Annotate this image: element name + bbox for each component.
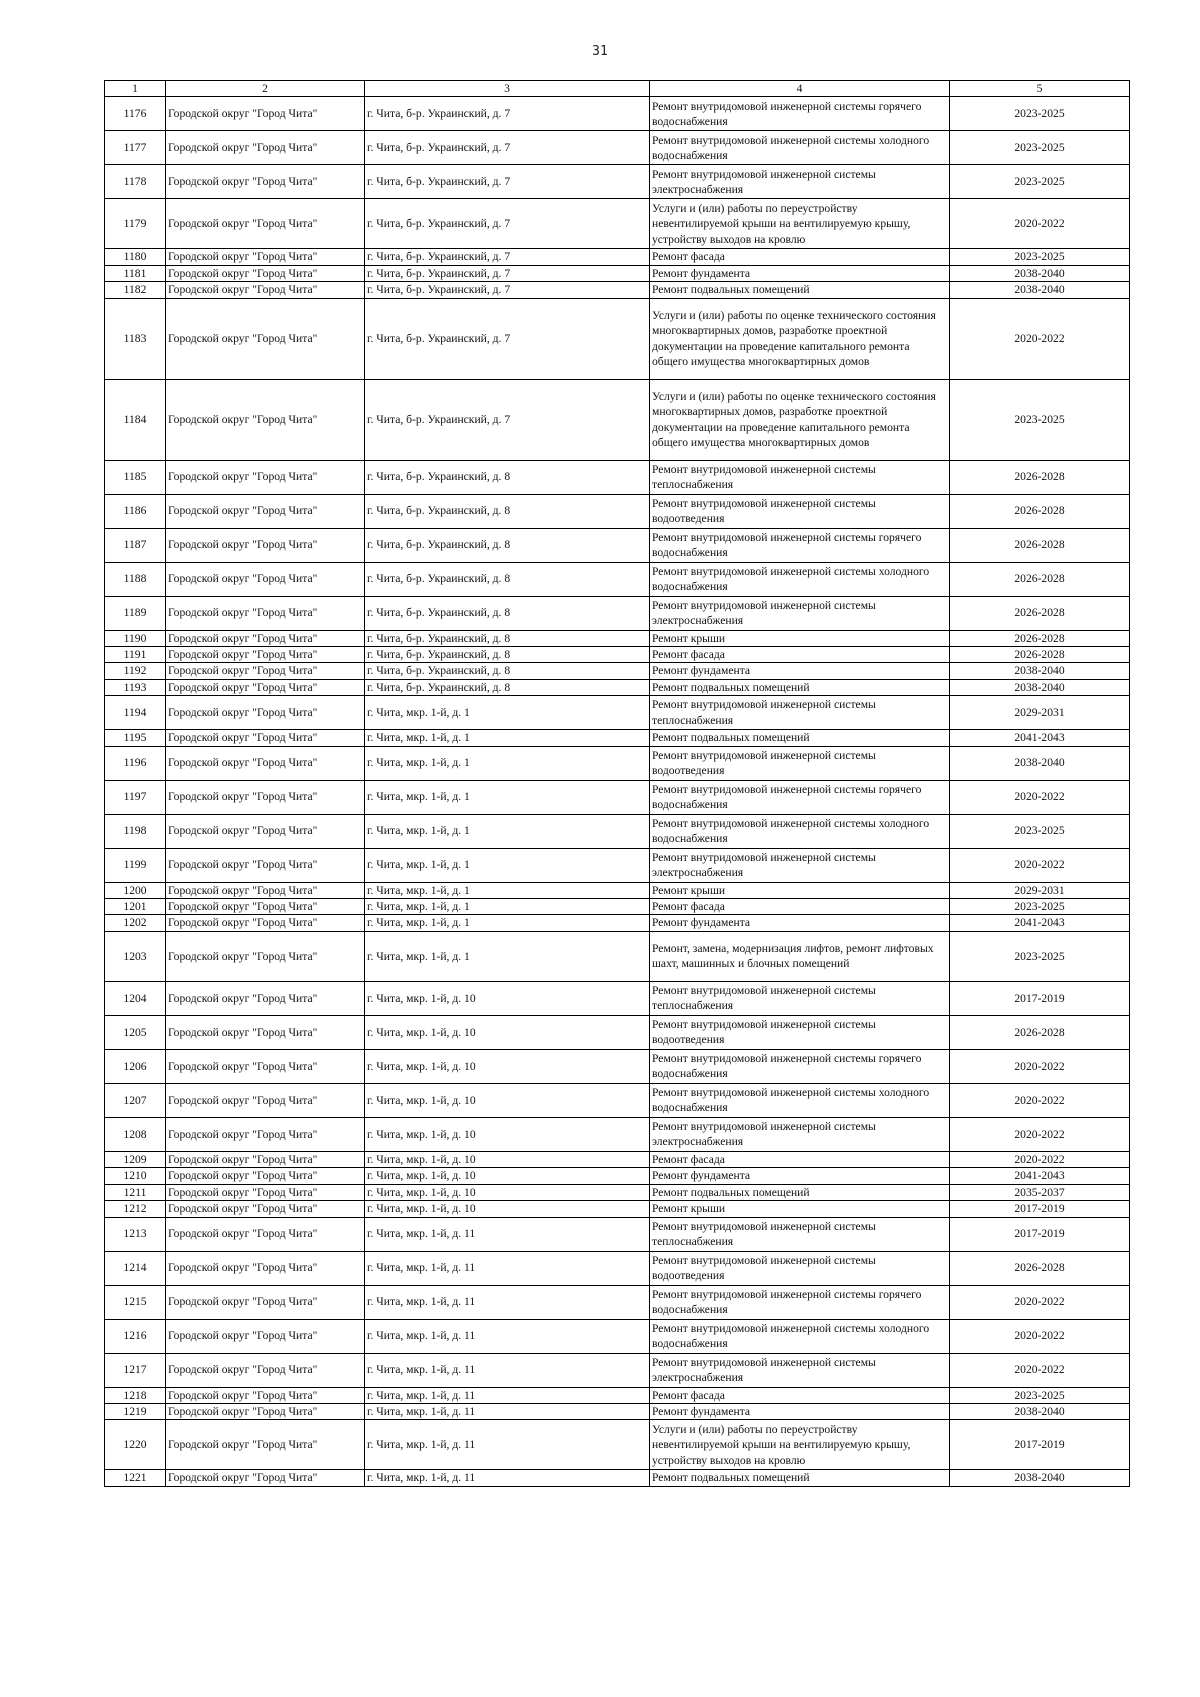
row-number-cell: 1184 xyxy=(105,379,166,460)
period-cell: 2026-2028 xyxy=(950,460,1130,494)
table-row xyxy=(105,1168,1130,1184)
period-cell: 2020-2022 xyxy=(950,848,1130,882)
period-cell: 2038-2040 xyxy=(950,663,1130,679)
municipality-cell: Городской округ "Город Чита" xyxy=(166,1083,365,1117)
table-row xyxy=(105,663,1130,679)
work-type-cell: Ремонт внутридомовой инженерной системы холодного водоснабжения xyxy=(650,562,950,596)
work-type-cell: Ремонт внутридомовой инженерной системы холодного водоснабжения xyxy=(650,1083,950,1117)
table-row xyxy=(105,199,1130,249)
row-number-cell: 1188 xyxy=(105,562,166,596)
row-number-cell: 1191 xyxy=(105,647,166,663)
table-row xyxy=(105,165,1130,199)
capital-repair-table xyxy=(104,80,1130,1487)
row-number-cell: 1193 xyxy=(105,679,166,695)
table-row xyxy=(105,460,1130,494)
table-row xyxy=(105,882,1130,898)
row-number-cell: 1183 xyxy=(105,298,166,379)
work-type-cell: Ремонт внутридомовой инженерной системы горячего водоснабжения xyxy=(650,528,950,562)
work-type-cell: Ремонт внутридомовой инженерной системы холодного водоснабжения xyxy=(650,1319,950,1353)
municipality-cell: Городской округ "Город Чита" xyxy=(166,265,365,281)
period-cell: 2023-2025 xyxy=(950,97,1130,131)
row-number-cell: 1180 xyxy=(105,249,166,265)
address-cell: г. Чита, б-р. Украинский, д. 7 xyxy=(365,265,650,281)
work-type-cell: Ремонт внутридомовой инженерной системы электроснабжения xyxy=(650,596,950,630)
row-number-cell: 1207 xyxy=(105,1083,166,1117)
table-row xyxy=(105,915,1130,931)
table-row xyxy=(105,814,1130,848)
address-cell: г. Чита, мкр. 1-й, д. 11 xyxy=(365,1470,650,1486)
column-header-2: 2 xyxy=(166,81,365,97)
municipality-cell: Городской округ "Город Чита" xyxy=(166,780,365,814)
municipality-cell: Городской округ "Город Чита" xyxy=(166,131,365,165)
period-cell: 2026-2028 xyxy=(950,1015,1130,1049)
work-type-cell: Услуги и (или) работы по оценке технического состояния многоквартирных домов, разработке проектной документации на проведение капитального ремонта общего имущества многоквартирных домов xyxy=(650,298,950,379)
row-number-cell: 1182 xyxy=(105,282,166,298)
work-type-cell: Ремонт внутридомовой инженерной системы горячего водоснабжения xyxy=(650,1049,950,1083)
table-row xyxy=(105,931,1130,981)
period-cell: 2017-2019 xyxy=(950,1217,1130,1251)
municipality-cell: Городской округ "Город Чита" xyxy=(166,1168,365,1184)
work-type-cell: Ремонт фасада xyxy=(650,249,950,265)
table-row xyxy=(105,596,1130,630)
period-cell: 2020-2022 xyxy=(950,1083,1130,1117)
row-number-cell: 1221 xyxy=(105,1470,166,1486)
municipality-cell: Городской округ "Город Чита" xyxy=(166,249,365,265)
municipality-cell: Городской округ "Город Чита" xyxy=(166,882,365,898)
table-row xyxy=(105,1217,1130,1251)
address-cell: г. Чита, мкр. 1-й, д. 10 xyxy=(365,1168,650,1184)
address-cell: г. Чита, б-р. Украинский, д. 8 xyxy=(365,562,650,596)
address-cell: г. Чита, мкр. 1-й, д. 1 xyxy=(365,915,650,931)
table-row xyxy=(105,746,1130,780)
period-cell: 2023-2025 xyxy=(950,814,1130,848)
table-row xyxy=(105,562,1130,596)
table-row xyxy=(105,696,1130,730)
municipality-cell: Городской округ "Город Чита" xyxy=(166,1403,365,1419)
table-row xyxy=(105,981,1130,1015)
municipality-cell: Городской округ "Город Чита" xyxy=(166,931,365,981)
municipality-cell: Городской округ "Город Чита" xyxy=(166,981,365,1015)
work-type-cell: Ремонт внутридомовой инженерной системы водоотведения xyxy=(650,746,950,780)
table-row xyxy=(105,630,1130,646)
period-cell: 2038-2040 xyxy=(950,265,1130,281)
work-type-cell: Ремонт внутридомовой инженерной системы теплоснабжения xyxy=(650,460,950,494)
work-type-cell: Ремонт внутридомовой инженерной системы горячего водоснабжения xyxy=(650,1285,950,1319)
address-cell: г. Чита, мкр. 1-й, д. 11 xyxy=(365,1285,650,1319)
period-cell: 2023-2025 xyxy=(950,249,1130,265)
row-number-cell: 1212 xyxy=(105,1201,166,1217)
work-type-cell: Ремонт внутридомовой инженерной системы водоотведения xyxy=(650,1251,950,1285)
period-cell: 2026-2028 xyxy=(950,494,1130,528)
municipality-cell: Городской округ "Город Чита" xyxy=(166,730,365,746)
row-number-cell: 1187 xyxy=(105,528,166,562)
municipality-cell: Городской округ "Город Чита" xyxy=(166,663,365,679)
work-type-cell: Ремонт внутридомовой инженерной системы электроснабжения xyxy=(650,1117,950,1151)
period-cell: 2020-2022 xyxy=(950,780,1130,814)
address-cell: г. Чита, б-р. Украинский, д. 8 xyxy=(365,679,650,695)
address-cell: г. Чита, мкр. 1-й, д. 10 xyxy=(365,1117,650,1151)
period-cell: 2026-2028 xyxy=(950,528,1130,562)
work-type-cell: Услуги и (или) работы по переустройству невентилируемой крыши на вентилируемую крышу, устройству выходов на кровлю xyxy=(650,1420,950,1470)
row-number-cell: 1200 xyxy=(105,882,166,898)
work-type-cell: Ремонт внутридомовой инженерной системы электроснабжения xyxy=(650,1353,950,1387)
municipality-cell: Городской округ "Город Чита" xyxy=(166,298,365,379)
row-number-cell: 1204 xyxy=(105,981,166,1015)
period-cell: 2023-2025 xyxy=(950,931,1130,981)
table-row xyxy=(105,1387,1130,1403)
row-number-cell: 1179 xyxy=(105,199,166,249)
address-cell: г. Чита, мкр. 1-й, д. 10 xyxy=(365,1201,650,1217)
table-body xyxy=(105,97,1130,1486)
table-row xyxy=(105,265,1130,281)
column-number-row xyxy=(105,81,1130,97)
table-row xyxy=(105,131,1130,165)
address-cell: г. Чита, мкр. 1-й, д. 11 xyxy=(365,1403,650,1419)
municipality-cell: Городской округ "Город Чита" xyxy=(166,199,365,249)
row-number-cell: 1177 xyxy=(105,131,166,165)
municipality-cell: Городской округ "Город Чита" xyxy=(166,379,365,460)
period-cell: 2023-2025 xyxy=(950,131,1130,165)
table-row xyxy=(105,1201,1130,1217)
row-number-cell: 1211 xyxy=(105,1184,166,1200)
table-row xyxy=(105,1251,1130,1285)
work-type-cell: Ремонт крыши xyxy=(650,630,950,646)
table-row xyxy=(105,1420,1130,1470)
row-number-cell: 1186 xyxy=(105,494,166,528)
row-number-cell: 1219 xyxy=(105,1403,166,1419)
municipality-cell: Городской округ "Город Чита" xyxy=(166,814,365,848)
period-cell: 2038-2040 xyxy=(950,746,1130,780)
address-cell: г. Чита, б-р. Украинский, д. 8 xyxy=(365,596,650,630)
table-row xyxy=(105,848,1130,882)
municipality-cell: Городской округ "Город Чита" xyxy=(166,679,365,695)
row-number-cell: 1214 xyxy=(105,1251,166,1285)
table-row xyxy=(105,899,1130,915)
address-cell: г. Чита, б-р. Украинский, д. 7 xyxy=(365,199,650,249)
address-cell: г. Чита, мкр. 1-й, д. 10 xyxy=(365,1184,650,1200)
column-header-5: 5 xyxy=(950,81,1130,97)
address-cell: г. Чита, мкр. 1-й, д. 10 xyxy=(365,1015,650,1049)
period-cell: 2038-2040 xyxy=(950,282,1130,298)
work-type-cell: Ремонт подвальных помещений xyxy=(650,679,950,695)
row-number-cell: 1215 xyxy=(105,1285,166,1319)
address-cell: г. Чита, б-р. Украинский, д. 7 xyxy=(365,97,650,131)
table-row xyxy=(105,1049,1130,1083)
municipality-cell: Городской округ "Город Чита" xyxy=(166,899,365,915)
period-cell: 2023-2025 xyxy=(950,165,1130,199)
row-number-cell: 1209 xyxy=(105,1151,166,1167)
address-cell: г. Чита, мкр. 1-й, д. 1 xyxy=(365,899,650,915)
address-cell: г. Чита, мкр. 1-й, д. 11 xyxy=(365,1353,650,1387)
row-number-cell: 1189 xyxy=(105,596,166,630)
period-cell: 2020-2022 xyxy=(950,1285,1130,1319)
period-cell: 2020-2022 xyxy=(950,1353,1130,1387)
address-cell: г. Чита, б-р. Украинский, д. 8 xyxy=(365,494,650,528)
address-cell: г. Чита, б-р. Украинский, д. 7 xyxy=(365,131,650,165)
work-type-cell: Ремонт внутридомовой инженерной системы холодного водоснабжения xyxy=(650,814,950,848)
address-cell: г. Чита, мкр. 1-й, д. 1 xyxy=(365,931,650,981)
address-cell: г. Чита, мкр. 1-й, д. 11 xyxy=(365,1420,650,1470)
table-row xyxy=(105,647,1130,663)
address-cell: г. Чита, мкр. 1-й, д. 1 xyxy=(365,814,650,848)
municipality-cell: Городской округ "Город Чита" xyxy=(166,1319,365,1353)
table-row xyxy=(105,780,1130,814)
period-cell: 2026-2028 xyxy=(950,647,1130,663)
period-cell: 2041-2043 xyxy=(950,730,1130,746)
address-cell: г. Чита, мкр. 1-й, д. 11 xyxy=(365,1387,650,1403)
work-type-cell: Ремонт внутридомовой инженерной системы теплоснабжения xyxy=(650,1217,950,1251)
table-row xyxy=(105,1184,1130,1200)
address-cell: г. Чита, мкр. 1-й, д. 10 xyxy=(365,1049,650,1083)
period-cell: 2038-2040 xyxy=(950,679,1130,695)
work-type-cell: Услуги и (или) работы по оценке технического состояния многоквартирных домов, разработке проектной документации на проведение капитального ремонта общего имущества многоквартирных домов xyxy=(650,379,950,460)
period-cell: 2023-2025 xyxy=(950,899,1130,915)
period-cell: 2020-2022 xyxy=(950,1117,1130,1151)
period-cell: 2023-2025 xyxy=(950,1387,1130,1403)
work-type-cell: Ремонт подвальных помещений xyxy=(650,1184,950,1200)
work-type-cell: Ремонт внутридомовой инженерной системы теплоснабжения xyxy=(650,981,950,1015)
period-cell: 2023-2025 xyxy=(950,379,1130,460)
row-number-cell: 1213 xyxy=(105,1217,166,1251)
table-row xyxy=(105,1319,1130,1353)
row-number-cell: 1190 xyxy=(105,630,166,646)
address-cell: г. Чита, б-р. Украинский, д. 7 xyxy=(365,249,650,265)
work-type-cell: Ремонт внутридомовой инженерной системы водоотведения xyxy=(650,494,950,528)
municipality-cell: Городской округ "Город Чита" xyxy=(166,1201,365,1217)
table-row xyxy=(105,1403,1130,1419)
work-type-cell: Ремонт внутридомовой инженерной системы водоотведения xyxy=(650,1015,950,1049)
table-row xyxy=(105,1083,1130,1117)
column-header-1: 1 xyxy=(105,81,166,97)
period-cell: 2020-2022 xyxy=(950,1049,1130,1083)
municipality-cell: Городской округ "Город Чита" xyxy=(166,1217,365,1251)
municipality-cell: Городской округ "Город Чита" xyxy=(166,97,365,131)
work-type-cell: Ремонт внутридомовой инженерной системы теплоснабжения xyxy=(650,696,950,730)
work-type-cell: Ремонт внутридомовой инженерной системы электроснабжения xyxy=(650,848,950,882)
period-cell: 2026-2028 xyxy=(950,630,1130,646)
row-number-cell: 1201 xyxy=(105,899,166,915)
address-cell: г. Чита, мкр. 1-й, д. 1 xyxy=(365,730,650,746)
municipality-cell: Городской округ "Город Чита" xyxy=(166,746,365,780)
period-cell: 2017-2019 xyxy=(950,1201,1130,1217)
period-cell: 2020-2022 xyxy=(950,1151,1130,1167)
work-type-cell: Ремонт фундамента xyxy=(650,265,950,281)
row-number-cell: 1194 xyxy=(105,696,166,730)
row-number-cell: 1185 xyxy=(105,460,166,494)
address-cell: г. Чита, б-р. Украинский, д. 7 xyxy=(365,282,650,298)
municipality-cell: Городской округ "Город Чита" xyxy=(166,1049,365,1083)
row-number-cell: 1178 xyxy=(105,165,166,199)
address-cell: г. Чита, мкр. 1-й, д. 1 xyxy=(365,882,650,898)
row-number-cell: 1220 xyxy=(105,1420,166,1470)
period-cell: 2029-2031 xyxy=(950,696,1130,730)
table-row xyxy=(105,730,1130,746)
municipality-cell: Городской округ "Город Чита" xyxy=(166,494,365,528)
row-number-cell: 1198 xyxy=(105,814,166,848)
row-number-cell: 1205 xyxy=(105,1015,166,1049)
municipality-cell: Городской округ "Город Чита" xyxy=(166,915,365,931)
period-cell: 2020-2022 xyxy=(950,199,1130,249)
period-cell: 2026-2028 xyxy=(950,1251,1130,1285)
period-cell: 2026-2028 xyxy=(950,562,1130,596)
municipality-cell: Городской округ "Город Чита" xyxy=(166,1251,365,1285)
table-row xyxy=(105,1285,1130,1319)
row-number-cell: 1181 xyxy=(105,265,166,281)
municipality-cell: Городской округ "Город Чита" xyxy=(166,696,365,730)
address-cell: г. Чита, мкр. 1-й, д. 1 xyxy=(365,848,650,882)
period-cell: 2038-2040 xyxy=(950,1470,1130,1486)
work-type-cell: Ремонт внутридомовой инженерной системы горячего водоснабжения xyxy=(650,780,950,814)
municipality-cell: Городской округ "Город Чита" xyxy=(166,528,365,562)
row-number-cell: 1216 xyxy=(105,1319,166,1353)
period-cell: 2017-2019 xyxy=(950,981,1130,1015)
column-header-4: 4 xyxy=(650,81,950,97)
table-row xyxy=(105,1353,1130,1387)
address-cell: г. Чита, мкр. 1-й, д. 11 xyxy=(365,1251,650,1285)
work-type-cell: Услуги и (или) работы по переустройству невентилируемой крыши на вентилируемую крышу, устройству выходов на кровлю xyxy=(650,199,950,249)
work-type-cell: Ремонт фасада xyxy=(650,1151,950,1167)
period-cell: 2038-2040 xyxy=(950,1403,1130,1419)
table-row xyxy=(105,249,1130,265)
address-cell: г. Чита, б-р. Украинский, д. 7 xyxy=(365,165,650,199)
municipality-cell: Городской округ "Город Чита" xyxy=(166,282,365,298)
municipality-cell: Городской округ "Город Чита" xyxy=(166,165,365,199)
municipality-cell: Городской округ "Город Чита" xyxy=(166,596,365,630)
table-row xyxy=(105,298,1130,379)
column-header-3: 3 xyxy=(365,81,650,97)
row-number-cell: 1176 xyxy=(105,97,166,131)
work-type-cell: Ремонт внутридомовой инженерной системы горячего водоснабжения xyxy=(650,97,950,131)
table-row xyxy=(105,1015,1130,1049)
address-cell: г. Чита, б-р. Украинский, д. 7 xyxy=(365,298,650,379)
municipality-cell: Городской округ "Город Чита" xyxy=(166,1015,365,1049)
address-cell: г. Чита, мкр. 1-й, д. 10 xyxy=(365,981,650,1015)
row-number-cell: 1217 xyxy=(105,1353,166,1387)
row-number-cell: 1199 xyxy=(105,848,166,882)
address-cell: г. Чита, б-р. Украинский, д. 8 xyxy=(365,630,650,646)
municipality-cell: Городской округ "Город Чита" xyxy=(166,1420,365,1470)
table-row xyxy=(105,494,1130,528)
row-number-cell: 1210 xyxy=(105,1168,166,1184)
address-cell: г. Чита, мкр. 1-й, д. 1 xyxy=(365,696,650,730)
municipality-cell: Городской округ "Город Чита" xyxy=(166,1285,365,1319)
work-type-cell: Ремонт фундамента xyxy=(650,1168,950,1184)
municipality-cell: Городской округ "Город Чита" xyxy=(166,1353,365,1387)
municipality-cell: Городской округ "Город Чита" xyxy=(166,460,365,494)
municipality-cell: Городской округ "Город Чита" xyxy=(166,1184,365,1200)
period-cell: 2017-2019 xyxy=(950,1420,1130,1470)
address-cell: г. Чита, б-р. Украинский, д. 8 xyxy=(365,460,650,494)
period-cell: 2041-2043 xyxy=(950,915,1130,931)
work-type-cell: Ремонт фасада xyxy=(650,899,950,915)
table-row xyxy=(105,379,1130,460)
address-cell: г. Чита, б-р. Украинский, д. 7 xyxy=(365,379,650,460)
row-number-cell: 1202 xyxy=(105,915,166,931)
period-cell: 2020-2022 xyxy=(950,298,1130,379)
work-type-cell: Ремонт фундамента xyxy=(650,663,950,679)
address-cell: г. Чита, мкр. 1-й, д. 10 xyxy=(365,1151,650,1167)
table-row xyxy=(105,1151,1130,1167)
period-cell: 2026-2028 xyxy=(950,596,1130,630)
address-cell: г. Чита, мкр. 1-й, д. 1 xyxy=(365,746,650,780)
period-cell: 2035-2037 xyxy=(950,1184,1130,1200)
work-type-cell: Ремонт подвальных помещений xyxy=(650,1470,950,1486)
work-type-cell: Ремонт подвальных помещений xyxy=(650,282,950,298)
address-cell: г. Чита, б-р. Украинский, д. 8 xyxy=(365,663,650,679)
row-number-cell: 1203 xyxy=(105,931,166,981)
address-cell: г. Чита, мкр. 1-й, д. 10 xyxy=(365,1083,650,1117)
row-number-cell: 1197 xyxy=(105,780,166,814)
work-type-cell: Ремонт фасада xyxy=(650,647,950,663)
period-cell: 2041-2043 xyxy=(950,1168,1130,1184)
address-cell: г. Чита, мкр. 1-й, д. 11 xyxy=(365,1217,650,1251)
address-cell: г. Чита, мкр. 1-й, д. 1 xyxy=(365,780,650,814)
table-row xyxy=(105,1470,1130,1486)
row-number-cell: 1206 xyxy=(105,1049,166,1083)
period-cell: 2029-2031 xyxy=(950,882,1130,898)
municipality-cell: Городской округ "Город Чита" xyxy=(166,1387,365,1403)
table-row xyxy=(105,282,1130,298)
municipality-cell: Городской округ "Город Чита" xyxy=(166,647,365,663)
municipality-cell: Городской округ "Город Чита" xyxy=(166,1151,365,1167)
table-row xyxy=(105,97,1130,131)
municipality-cell: Городской округ "Город Чита" xyxy=(166,1470,365,1486)
address-cell: г. Чита, б-р. Украинский, д. 8 xyxy=(365,647,650,663)
address-cell: г. Чита, б-р. Украинский, д. 8 xyxy=(365,528,650,562)
work-type-cell: Ремонт внутридомовой инженерной системы электроснабжения xyxy=(650,165,950,199)
page-number: 31 xyxy=(592,44,608,59)
row-number-cell: 1196 xyxy=(105,746,166,780)
row-number-cell: 1208 xyxy=(105,1117,166,1151)
municipality-cell: Городской округ "Город Чита" xyxy=(166,630,365,646)
row-number-cell: 1195 xyxy=(105,730,166,746)
work-type-cell: Ремонт крыши xyxy=(650,882,950,898)
period-cell: 2020-2022 xyxy=(950,1319,1130,1353)
table-row xyxy=(105,1117,1130,1151)
municipality-cell: Городской округ "Город Чита" xyxy=(166,562,365,596)
work-type-cell: Ремонт фундамента xyxy=(650,1403,950,1419)
municipality-cell: Городской округ "Город Чита" xyxy=(166,1117,365,1151)
table-row xyxy=(105,679,1130,695)
work-type-cell: Ремонт внутридомовой инженерной системы холодного водоснабжения xyxy=(650,131,950,165)
municipality-cell: Городской округ "Город Чита" xyxy=(166,848,365,882)
address-cell: г. Чита, мкр. 1-й, д. 11 xyxy=(365,1319,650,1353)
work-type-cell: Ремонт, замена, модернизация лифтов, ремонт лифтовых шахт, машинных и блочных помещений xyxy=(650,931,950,981)
work-type-cell: Ремонт крыши xyxy=(650,1201,950,1217)
row-number-cell: 1218 xyxy=(105,1387,166,1403)
row-number-cell: 1192 xyxy=(105,663,166,679)
table-row xyxy=(105,528,1130,562)
work-type-cell: Ремонт фундамента xyxy=(650,915,950,931)
work-type-cell: Ремонт фасада xyxy=(650,1387,950,1403)
work-type-cell: Ремонт подвальных помещений xyxy=(650,730,950,746)
